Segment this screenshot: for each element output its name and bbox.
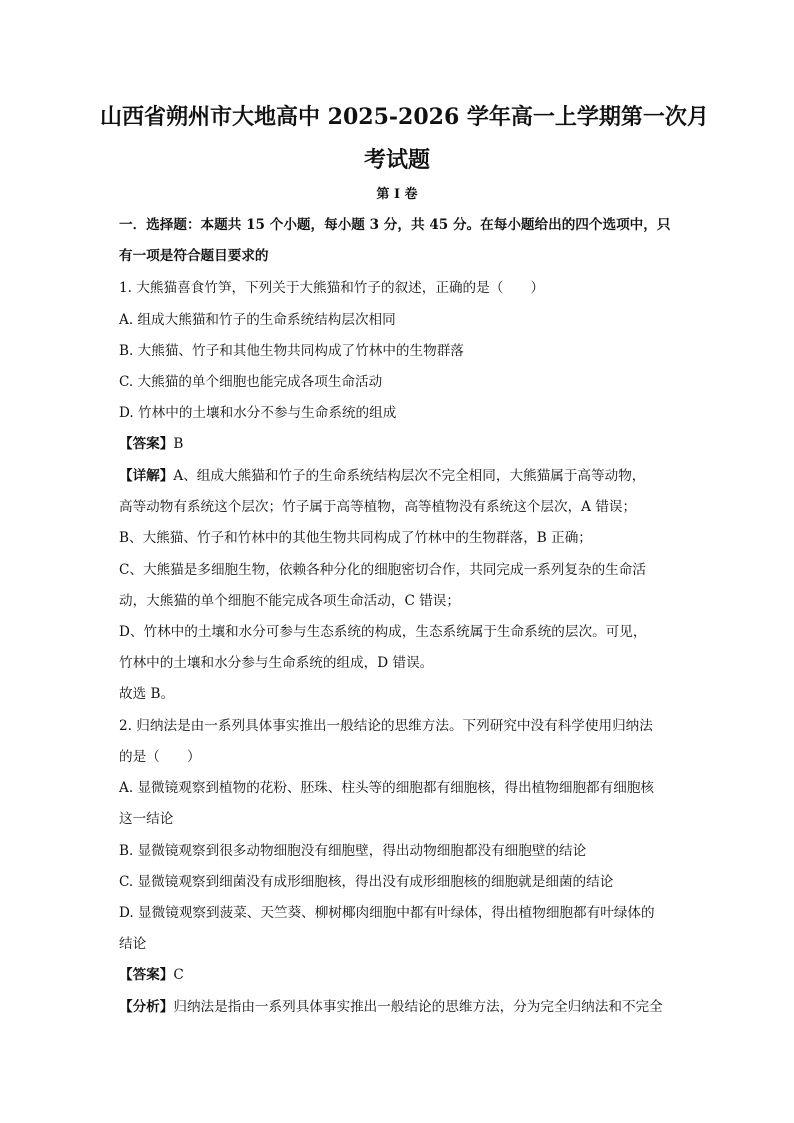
answer-label: 【答案】 [119, 436, 174, 452]
q1-explanation-line: 高等动物有系统这个层次；竹子属于高等植物，高等植物没有系统这个层次，A 错误； [119, 499, 637, 515]
q1-conclusion: 故选 B。 [119, 686, 175, 702]
analysis-label: 【分析】 [119, 999, 174, 1015]
q1-explanation-line: 竹林中的土壤和水分参与生命系统的组成，D 错误。 [119, 655, 434, 671]
q1-explanation-line: B、大熊猫、竹子和竹林中的其他生物共同构成了竹林中的生物群落，B 正确； [119, 530, 592, 546]
q2-stem-line-2: 的是（ ） [119, 749, 201, 765]
q2-option-a: A. 显微镜观察到植物的花粉、胚珠、柱头等的细胞都有细胞核，得出植物细胞都有细胞核 [119, 780, 655, 796]
q1-explanation [119, 467, 645, 485]
exam-title-line-2: 考试题 [363, 147, 430, 173]
q1-option-c: C. 大熊猫的单个细胞也能完成各项生命活动 [119, 374, 383, 390]
q1-option-d: D. 竹林中的土壤和水分不参与生命系统的组成 [119, 405, 397, 421]
q2-option-c: C. 显微镜观察到细菌没有成形细胞核，得出没有成形细胞核的细胞就是细菌的结论 [119, 874, 614, 890]
section-instruction-line-1: 一．选择题：本题共 15 个小题，每小题 3 分，共 45 分。在每小题给出的四个选项中，只 [119, 217, 671, 233]
answer-value: C [173, 967, 184, 983]
q2-option-d-continued: 结论 [119, 936, 147, 952]
q2-option-d: D. 显微镜观察到菠菜、天竺葵、柳树椰肉细胞中都有叶绿体，得出植物细胞都有叶绿体的 [119, 905, 655, 921]
q1-option-a: A. 组成大熊猫和竹子的生命系统结构层次相同 [119, 312, 396, 328]
q2-option-a-continued: 这一结论 [119, 811, 174, 827]
explanation-text: A、组成大熊猫和竹子的生命系统结构层次不完全相同，大熊猫属于高等动物， [173, 468, 646, 484]
exam-title-line-1: 山西省朔州市大地高中 2025-2026 学年高一上学期第一次月 [100, 104, 709, 130]
q2-stem-line-1: 2. 归纳法是由一系列具体事实推出一般结论的思维方法。下列研究中没有科学使用归纳法 [119, 718, 653, 734]
q1-option-b: B. 大熊猫、竹子和其他生物共同构成了竹林中的生物群落 [119, 343, 464, 359]
q1-answer [119, 435, 183, 453]
q1-explanation-line: 动，大熊猫的单个细胞不能完成各项生命活动，C 错误； [119, 593, 460, 609]
q2-analysis [119, 998, 663, 1016]
q1-explanation-line: D、竹林中的土壤和水分可参与生态系统的构成，生态系统属于生命系统的层次。可见， [119, 624, 647, 640]
q2-answer [119, 966, 184, 984]
q1-stem: 1. 大熊猫喜食竹笋，下列关于大熊猫和竹子的叙述，正确的是（ ） [119, 280, 545, 296]
answer-value: B [173, 436, 184, 452]
analysis-text: 归纳法是指由一系列具体事实推出一般结论的思维方法，分为完全归纳法和不完全 [173, 999, 663, 1015]
explanation-label: 【详解】 [119, 468, 174, 484]
q2-option-b: B. 显微镜观察到很多动物细胞没有细胞壁，得出动物细胞都没有细胞壁的结论 [119, 843, 587, 859]
volume-heading: 第 I 卷 [376, 187, 418, 202]
q1-explanation-line: C、大熊猫是多细胞生物，依赖各种分化的细胞密切合作，共同完成一系列复杂的生命活 [119, 562, 646, 578]
answer-label: 【答案】 [119, 967, 174, 983]
section-instruction-line-2: 有一项是符合题目要求的 [119, 248, 269, 264]
